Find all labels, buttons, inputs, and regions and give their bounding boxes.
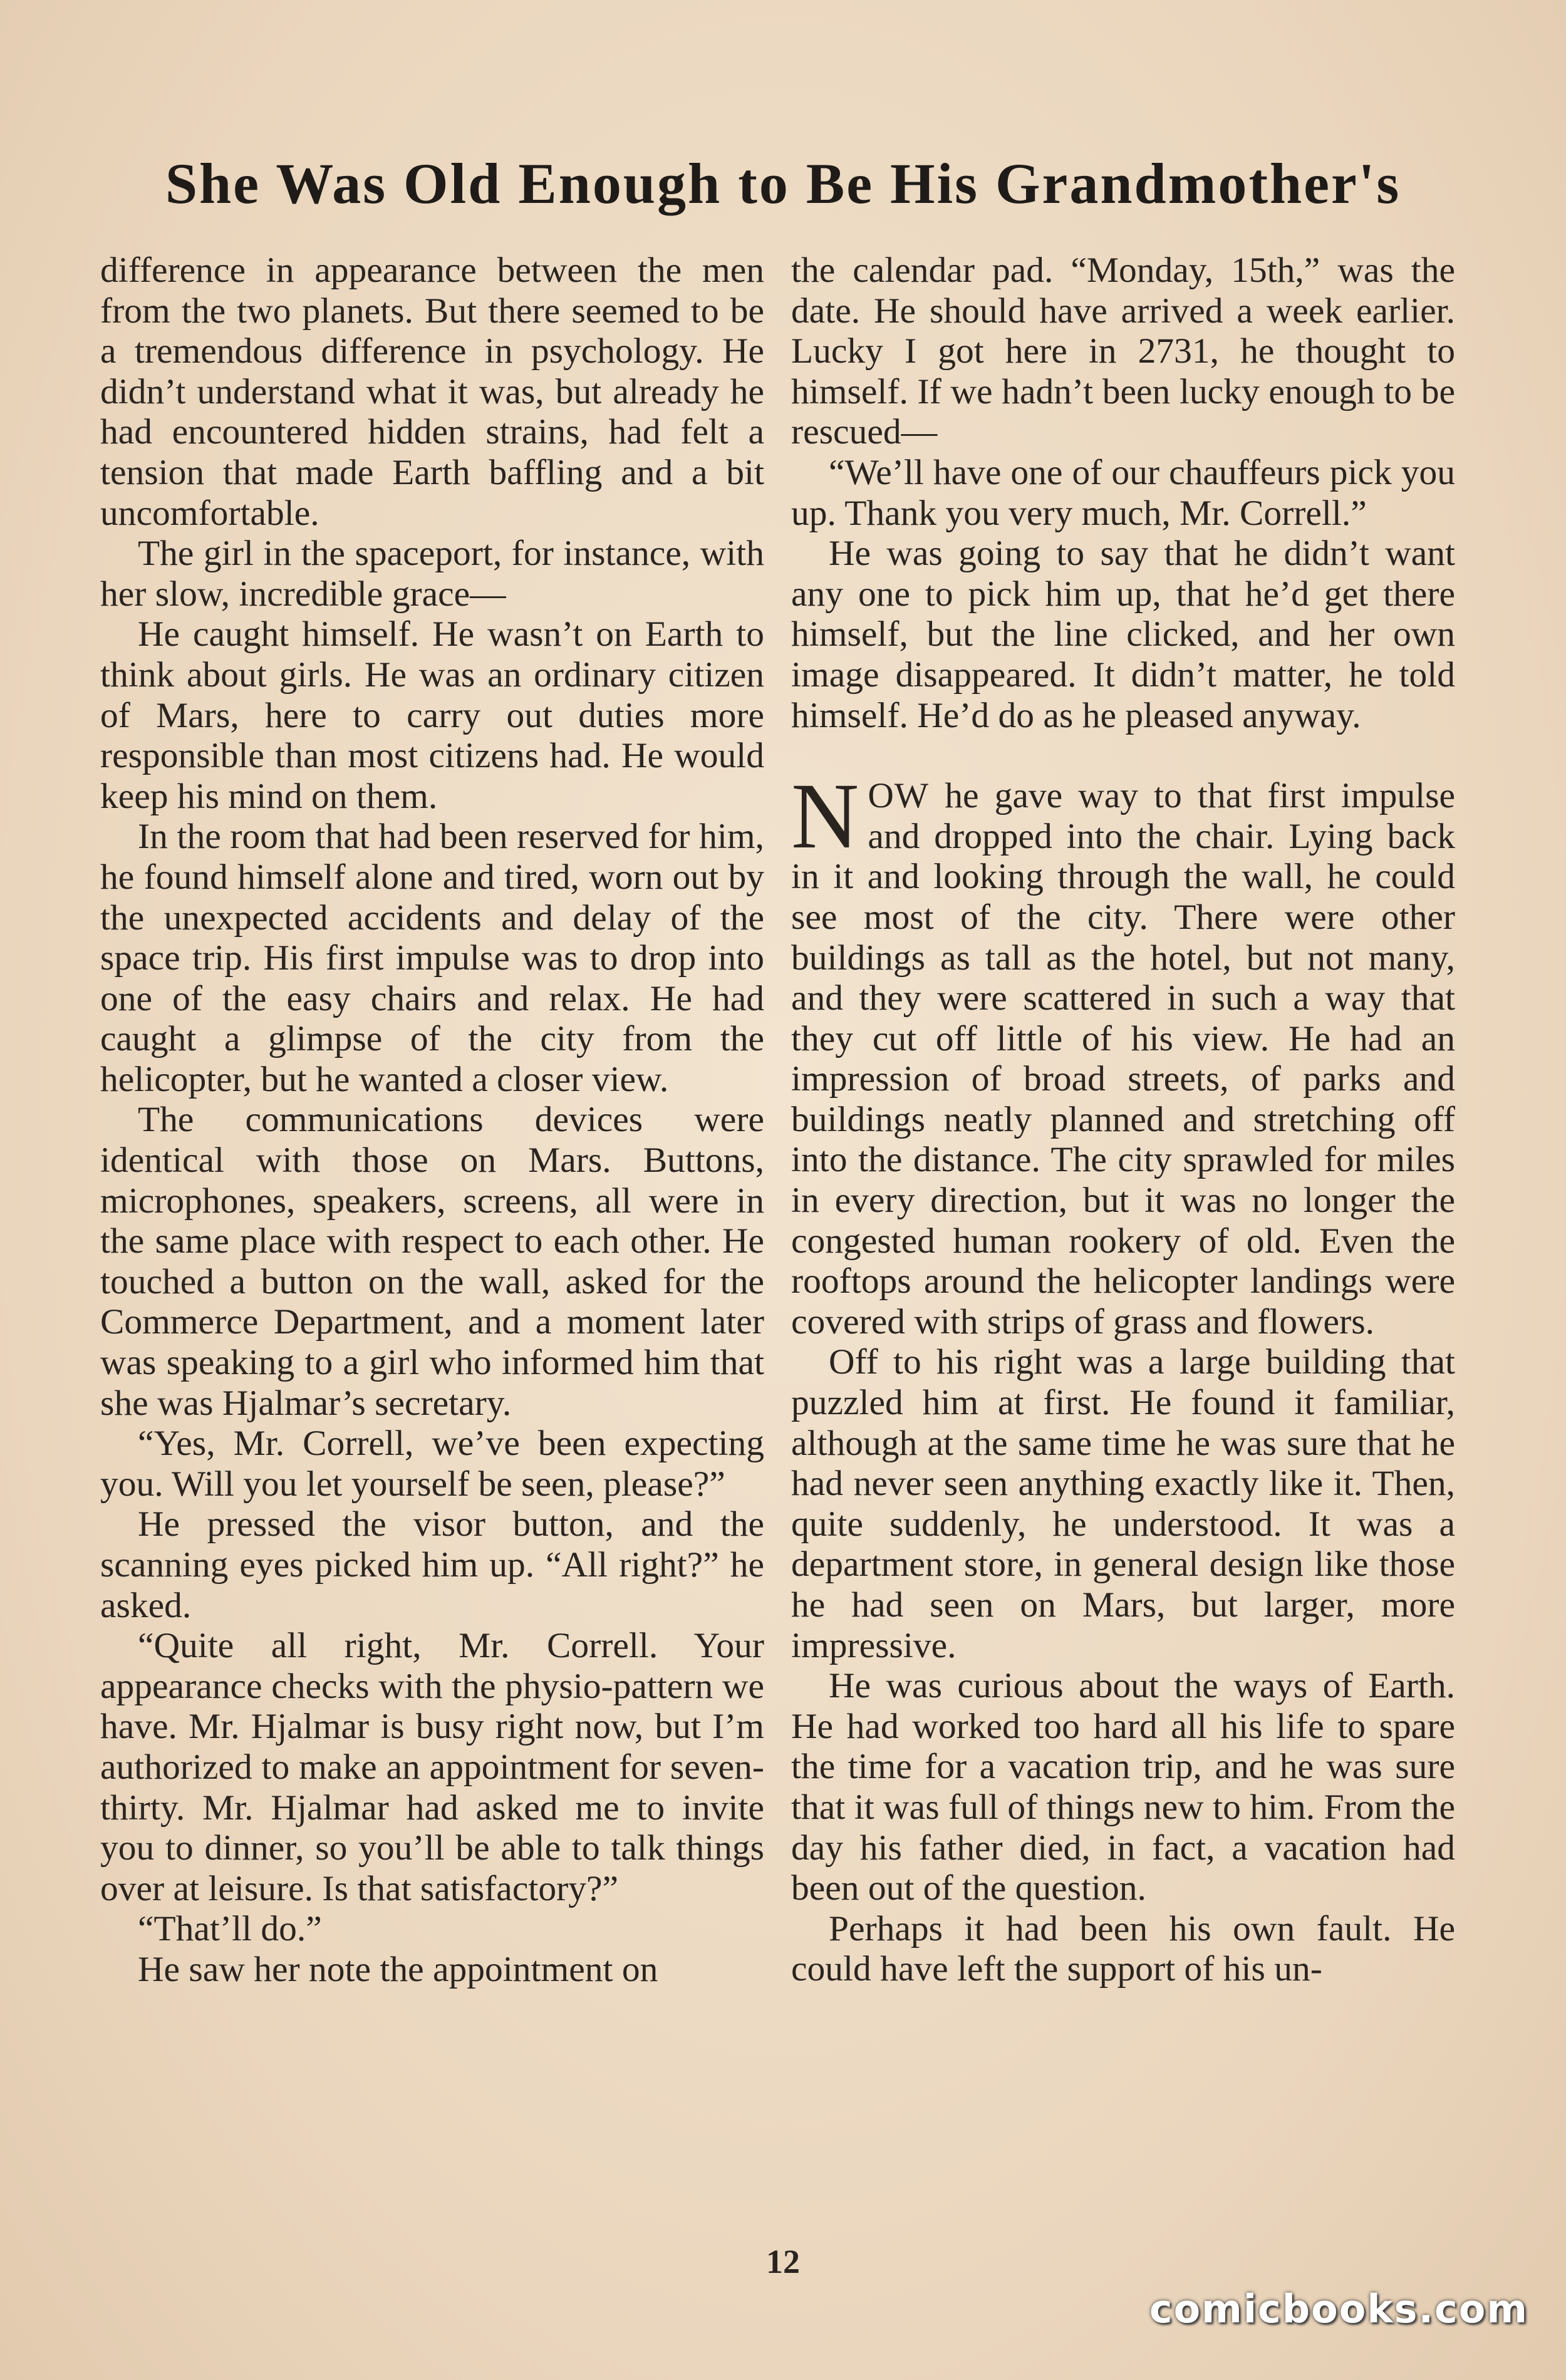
paragraph-text: he gave way to that first impulse and dropped into the chair. Lying back in it and looking through the wall, he could see most of the city. There were other buildings as tall as the hotel, but not many, and they were scattered in such a way that they cut off little of his view. He had an impression of broad streets, of parks and buildings neatly planned and stretching off into the distance. The city sprawled for miles in every direction, but it was no longer the congested human rookery of old. Even the rooftops around the helicopter landings were covered with strips of grass and flowers. — [791, 776, 1455, 1342]
paragraph: Off to his right was a large building that puzzled him at first. He found it familiar, although at the same time he was sure that he had never seen anything exactly like it. Then, quite suddenly, he understood. It was a department store, in general design like those he had seen on Mars, but larger, more impressive. — [791, 1342, 1455, 1665]
page-number: 12 — [766, 2243, 800, 2280]
paragraph: He caught himself. He wasn’t on Earth to think about girls. He was an ordinary citizen of Mars, here to carry out duties more responsible than most citizens had. He would keep his mind on them. — [100, 614, 764, 816]
paragraph: “We’ll have one of our chauffeurs pick you up. Thank you very much, Mr. Correll.” — [791, 452, 1455, 533]
page-title: She Was Old Enough to Be His Grandmother's — [165, 152, 1401, 215]
section-opening-paragraph — [791, 764, 1455, 1342]
paragraph: The communications devices were identical with those on Mars. Buttons, microphones, speakers, screens, all were in the same place with respect to each other. He touched a button on the wall, asked for the Commerce Department, and a moment later was speaking to a girl who informed him that she was Hjalmar’s secretary. — [100, 1100, 764, 1423]
paragraph: He was going to say that he didn’t want any one to pick him up, that he’d get there himself, but the line clicked, and her own image disappeared. It didn’t matter, he told himself. He’d do as he pleased anyway. — [791, 534, 1455, 735]
small-caps-lead: OW — [868, 776, 930, 816]
paragraph: “Quite all right, Mr. Correll. Your appearance checks with the physio-pattern we have. Mr. Hjalmar is busy right now, but I’m authorized to make an appointment for seven-thirty. Mr. Hjalmar had asked me to invite you to dinner, so you’ll be able to talk things over at leisure. Is that satisfactory?” — [100, 1626, 764, 1908]
paragraph: He pressed the visor button, and the scanning eyes picked him up. “All right?” he asked. — [100, 1504, 764, 1625]
site-watermark: comicbooks.com — [1149, 2286, 1528, 2332]
left-column — [100, 251, 764, 1990]
drop-cap: N — [791, 764, 859, 869]
paragraph: The girl in the spaceport, for instance, with her slow, incredible grace— — [100, 534, 764, 614]
right-column — [791, 251, 1455, 1990]
paragraph: “Yes, Mr. Correll, we’ve been expecting you. Will you let yourself be seen, please?” — [100, 1424, 764, 1504]
paragraph: difference in appearance between the men from the two planets. But there seemed to be a tremendous difference in psychology. He didn’t understand what it was, but already he had encountered hidden strains, had felt a tension that made Earth baffling and a bit uncomfortable. — [100, 251, 764, 533]
paragraph: He was curious about the ways of Earth. He had worked too hard all his life to spare the time for a vacation trip, and he was sure that it was full of things new to him. From the day his father died, in fact, a vacation had been out of the question. — [791, 1666, 1455, 1908]
paragraph: He saw her note the appointment on — [138, 1949, 658, 1989]
paragraph: In the room that had been reserved for him, he found himself alone and tired, worn out by the unexpected accidents and delay of the space trip. His first impulse was to drop into one of the easy chairs and relax. He had caught a glimpse of the city from the helicopter, but he wanted a closer view. — [100, 817, 764, 1099]
paragraph: the calendar pad. “Monday, 15th,” was the date. He should have arrived a week earlier. Lucky I got here in 2731, he thought to himself. If we hadn’t been lucky enough to be rescued— — [791, 251, 1455, 452]
paragraph: “That’ll do.” — [138, 1909, 322, 1949]
paragraph: Perhaps it had been his own fault. He could have left the support of his un- — [791, 1908, 1455, 1989]
